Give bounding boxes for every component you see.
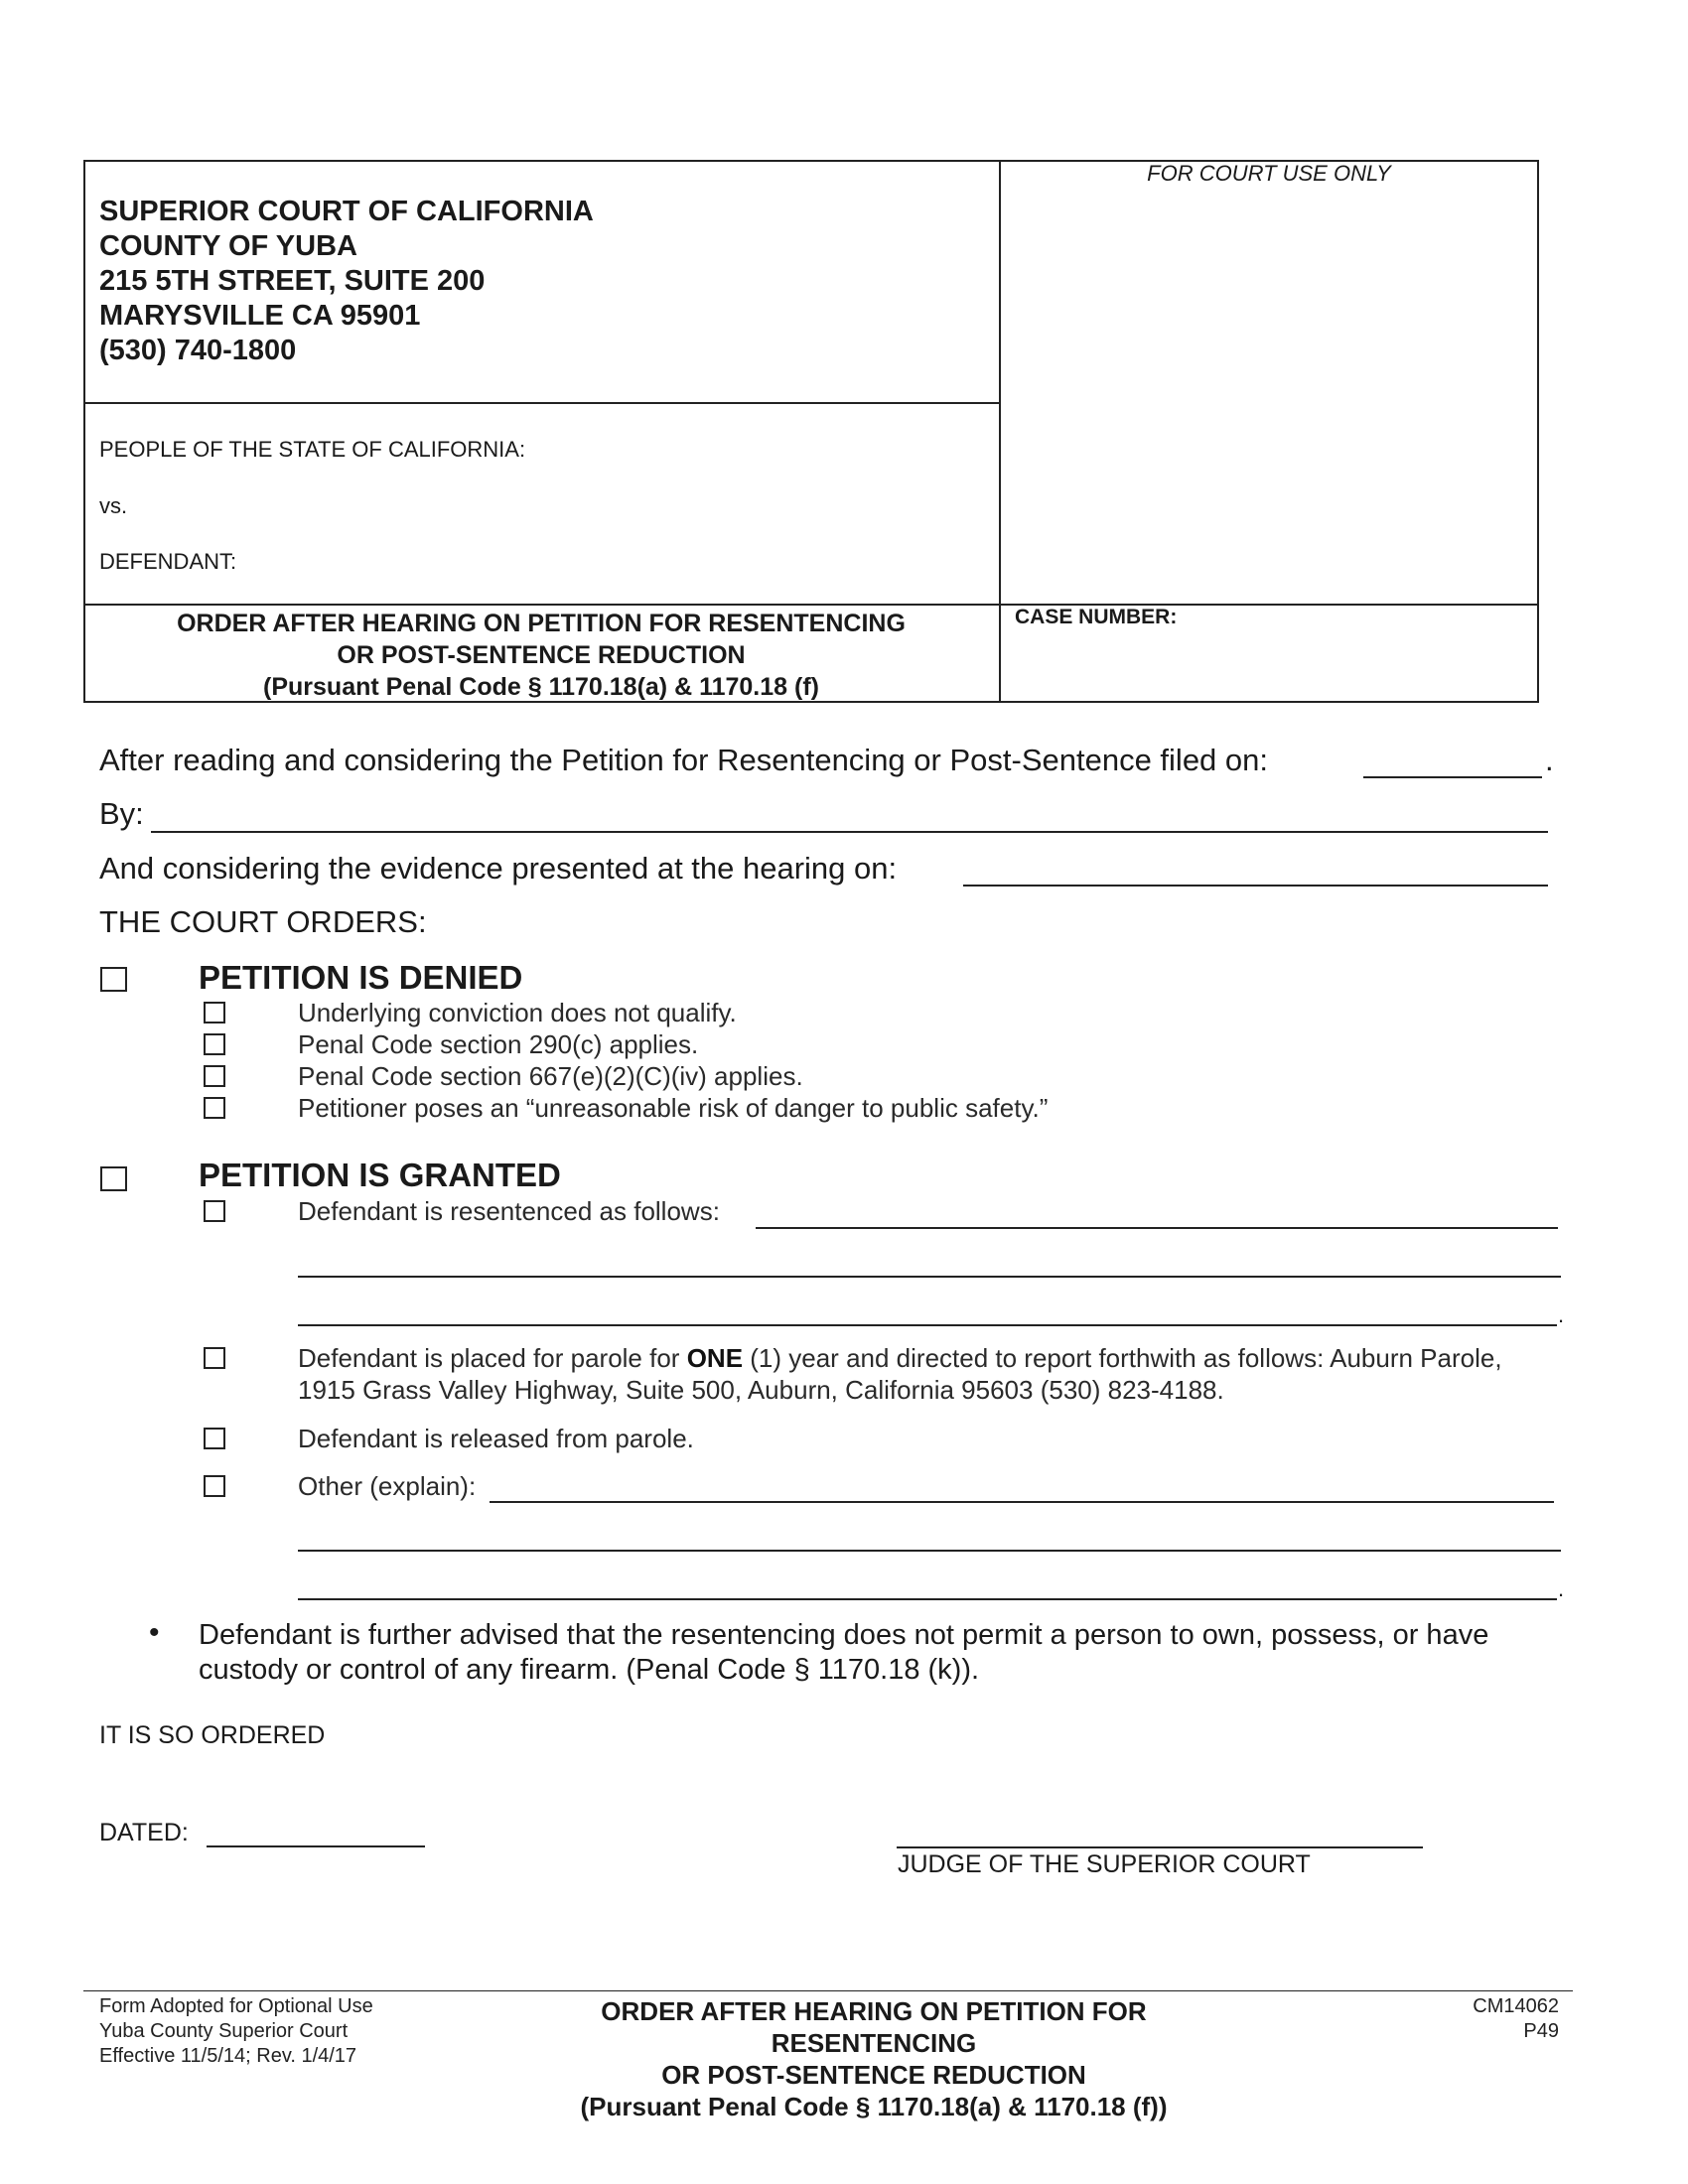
resentenced-field-line1[interactable]	[756, 1227, 1558, 1229]
granted-heading: PETITION IS GRANTED	[199, 1157, 561, 1193]
denied-item-checkbox[interactable]	[204, 1065, 225, 1087]
other-period: .	[1558, 1576, 1565, 1601]
court-county: COUNTY OF YUBA	[99, 230, 357, 262]
people-label: PEOPLE OF THE STATE OF CALIFORNIA:	[99, 437, 526, 462]
form-title-line2: OR POST-SENTENCE REDUCTION	[337, 641, 746, 669]
intro-period: .	[1545, 743, 1554, 777]
parole-line1: Defendant is placed for parole for ONE (1) year and directed to report forthwith as follows: Auburn Parole,	[298, 1343, 1502, 1373]
denied-item: Petitioner poses an “unreasonable risk of danger to public safety.”	[298, 1093, 1049, 1123]
resentenced-checkbox[interactable]	[204, 1200, 225, 1222]
form-number: CM14062	[1473, 1995, 1559, 2017]
caption-divider-vertical	[999, 160, 1001, 703]
advisement-text	[199, 1618, 1599, 1688]
footer-left	[99, 1994, 373, 2069]
denied-checkbox[interactable]	[100, 967, 127, 992]
court-info	[99, 195, 594, 368]
resentenced-field-line3[interactable]	[298, 1324, 1557, 1326]
court-name: SUPERIOR COURT OF CALIFORNIA	[99, 196, 594, 227]
vs-label: vs.	[99, 493, 128, 518]
resentenced-field-line2[interactable]	[298, 1276, 1561, 1278]
other-field-line2[interactable]	[298, 1550, 1561, 1552]
parole-checkbox[interactable]	[204, 1347, 225, 1369]
denied-heading: PETITION IS DENIED	[199, 959, 523, 996]
parole-line2: 1915 Grass Valley Highway, Suite 500, Auburn, California 95603 (530) 823-4188.	[298, 1375, 1224, 1405]
caption-divider-court	[83, 402, 999, 404]
form-title	[83, 608, 999, 703]
dated-label: DATED:	[99, 1819, 189, 1846]
footer-court: Yuba County Superior Court	[99, 2020, 349, 2042]
by-field[interactable]	[151, 831, 1548, 833]
resentenced-period: .	[1558, 1302, 1565, 1327]
so-ordered-label: IT IS SO ORDERED	[99, 1721, 326, 1749]
footer-right	[1473, 1994, 1559, 2044]
footer-title-line4: (Pursuant Penal Code § 1170.18(a) & 1170.18 (f))	[580, 2092, 1168, 2121]
granted-checkbox[interactable]	[100, 1166, 127, 1191]
denied-item-checkbox[interactable]	[204, 1097, 225, 1119]
denied-item-checkbox[interactable]	[204, 1002, 225, 1024]
advisement-bullet: •	[149, 1616, 160, 1649]
court-city: MARYSVILLE CA 95901	[99, 300, 421, 332]
footer-title-line3: OR POST-SENTENCE REDUCTION	[661, 2060, 1086, 2090]
footer-rule	[83, 1990, 1573, 1991]
resentenced-label: Defendant is resentenced as follows:	[298, 1196, 720, 1226]
footer-adopted: Form Adopted for Optional Use	[99, 1995, 373, 2017]
footer-title	[516, 1995, 1231, 2122]
dated-field[interactable]	[207, 1845, 425, 1847]
advisement-line1: Defendant is further advised that the resentencing does not permit a person to own, possess, or have	[199, 1619, 1489, 1651]
advisement-line2: custody or control of any firearm. (Penal Code § 1170.18 (k)).	[199, 1654, 980, 1686]
court-orders-label: THE COURT ORDERS:	[99, 904, 427, 939]
defendant-label: DEFENDANT:	[99, 549, 237, 574]
evidence-text: And considering the evidence presented at the hearing on:	[99, 851, 898, 886]
judge-label: JUDGE OF THE SUPERIOR COURT	[898, 1850, 1311, 1878]
other-checkbox[interactable]	[204, 1475, 225, 1497]
court-street: 215 5TH STREET, SUITE 200	[99, 265, 486, 297]
court-use-label: FOR COURT USE ONLY	[1147, 161, 1391, 186]
by-label: By:	[99, 796, 144, 831]
filed-on-field[interactable]	[1363, 776, 1542, 778]
denied-item-checkbox[interactable]	[204, 1033, 225, 1055]
parole-text	[298, 1342, 1599, 1406]
caption-divider-title	[83, 604, 1539, 606]
intro-text: After reading and considering the Petition for Resentencing or Post-Sentence filed on:	[99, 743, 1269, 777]
footer-effective: Effective 11/5/14; Rev. 1/4/17	[99, 2045, 357, 2067]
other-label: Other (explain):	[298, 1471, 477, 1501]
form-title-line1: ORDER AFTER HEARING ON PETITION FOR RESENTENCING	[177, 610, 906, 637]
other-field-line3[interactable]	[298, 1598, 1557, 1600]
footer-title-line2: RESENTENCING	[771, 2028, 977, 2058]
court-phone: (530) 740-1800	[99, 335, 297, 366]
case-number-label: CASE NUMBER:	[1015, 606, 1178, 628]
footer-title-line1: ORDER AFTER HEARING ON PETITION FOR	[601, 1996, 1147, 2026]
released-checkbox[interactable]	[204, 1428, 225, 1449]
denied-item: Penal Code section 290(c) applies.	[298, 1029, 699, 1059]
judge-signature-line[interactable]	[897, 1846, 1423, 1848]
denied-item: Penal Code section 667(e)(2)(C)(iv) applies.	[298, 1061, 803, 1091]
hearing-date-field[interactable]	[963, 885, 1548, 887]
denied-item: Underlying conviction does not qualify.	[298, 998, 737, 1027]
page-code: P49	[1523, 2020, 1559, 2042]
released-label: Defendant is released from parole.	[298, 1424, 694, 1453]
form-title-line3: (Pursuant Penal Code § 1170.18(a) & 1170.18 (f)	[263, 673, 819, 701]
other-field-line1[interactable]	[490, 1501, 1554, 1503]
